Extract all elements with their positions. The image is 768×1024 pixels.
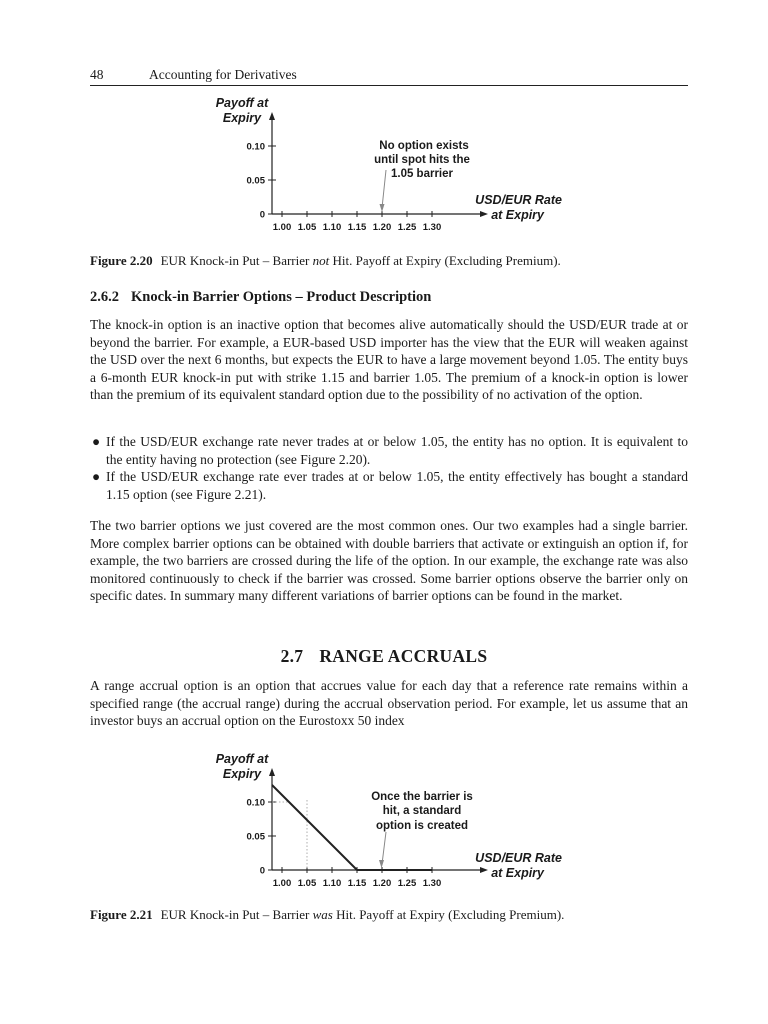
bullet-icon: ● [92, 469, 101, 485]
x-axis-arrowhead [480, 867, 488, 873]
chart-annotation [371, 791, 473, 868]
y-axis-label-line2: Expiry [222, 767, 262, 781]
annotation-line1: No option exists [379, 140, 469, 152]
section-heading-2-6-2 [90, 289, 431, 306]
y-tick-label: 0.10 [246, 141, 265, 153]
figure-2-20-caption [90, 253, 561, 269]
x-tick-label: 1.00 [272, 222, 292, 233]
annotation-arrowhead [380, 204, 385, 212]
section-title: Knock-in Barrier Options – Product Description [131, 289, 432, 305]
y-axis-label-line1: Payoff at [215, 752, 269, 766]
x-tick-label: 1.05 [297, 222, 317, 233]
paragraph-knock-in: The knock-in option is an inactive option that becomes alive automatically should the USD/EUR trade at or beyond the barrier. For example, a EUR-based USD importer has the view that the EUR will weaken against the USD over the next 6 months, but expects the EUR to have a large movement beyond 1.05. The entity buys a 6-month EUR knock-in put with strike 1.15 and barrier 1.05. The premium of a knock-in option is lower than the premium of its equivalent standard option due to the possibility of no activation of the option. [90, 317, 688, 403]
x-axis-arrowhead [480, 211, 488, 217]
annotation-line3: 1.05 barrier [390, 168, 454, 180]
page-number: 48 [90, 67, 104, 82]
annotation-pointer [382, 170, 386, 208]
bullet-list [90, 433, 688, 503]
chart-annotation [374, 140, 470, 212]
list-item [90, 433, 688, 468]
caption-number: Figure 2.20 [90, 253, 153, 268]
caption-text: EUR Knock-in Put – Barrier [160, 253, 313, 268]
y-tick-label: 0.05 [246, 831, 265, 843]
annotation-pointer [382, 832, 386, 864]
y-axis-label-line2: Expiry [222, 111, 262, 125]
paragraph-barrier-summary: The two barrier options we just covered are the most common ones. Our two examples had a single barrier. More complex barrier options can be obtained with double barriers that activate or extinguish an option if, for example, the two barriers are crossed during the life of the option. In our example, the exchange rate was also monitored continuously to check if the barrier was crossed. Some barrier options observe the barrier only on specific dates. In summary many different variations of barrier options can be found in the market. [90, 518, 688, 604]
x-axis-label-line1: USD/EUR Rate [475, 851, 562, 865]
section-number: 2.7 [280, 646, 304, 666]
x-tick-label: 1.25 [397, 222, 417, 233]
x-tick-label: 1.20 [372, 222, 392, 233]
y-tick-label: 0 [259, 865, 265, 877]
x-tick-label: 1.10 [322, 878, 342, 889]
caption-text: EUR Knock-in Put – Barrier [160, 907, 313, 922]
y-axis-arrowhead [269, 112, 275, 120]
bullet-icon: ● [92, 434, 101, 449]
x-tick-label: 1.25 [397, 878, 417, 889]
x-tick-label: 1.20 [372, 878, 392, 889]
list-item-text: If the USD/EUR exchange rate ever trades at or below 1.05, the entity effectively has bought a standard 1.15 option (see Figure 2.21). [106, 469, 688, 502]
x-tick-label: 1.15 [347, 222, 367, 233]
x-tick-label: 1.30 [422, 878, 442, 889]
y-tick-label: 0 [259, 209, 265, 221]
figure-2-20-chart [200, 92, 600, 242]
section-heading-2-7 [0, 646, 768, 667]
caption-text-end: Hit. Payoff at Expiry (Excluding Premium). [329, 253, 561, 268]
paragraph-range-accrual: A range accrual option is an option that accrues value for each day that a reference rate remains within a specified range (the accrual range) during the accrual observation period. For example, let us assume that an investor buys an accrual option on the Eurostoxx 50 index [90, 678, 688, 729]
caption-emphasis: was [312, 907, 333, 922]
x-tick-label: 1.30 [422, 222, 442, 233]
annotation-line3: option is created [375, 820, 469, 832]
annotation-line2: hit, a standard [382, 805, 462, 817]
running-header [90, 67, 688, 86]
caption-number: Figure 2.21 [90, 907, 153, 922]
x-axis-label-line1: USD/EUR Rate [475, 193, 562, 207]
list-item [90, 468, 688, 503]
caption-emphasis: not [312, 253, 330, 268]
book-title: Accounting for Derivatives [149, 67, 297, 82]
x-tick-label: 1.05 [297, 878, 317, 889]
y-tick-label: 0.10 [246, 797, 265, 809]
figure-2-20 [200, 92, 600, 242]
annotation-line2: until spot hits the [374, 154, 470, 166]
annotation-line1: Once the barrier is [371, 791, 473, 803]
annotation-arrowhead [379, 860, 384, 868]
section-title: RANGE ACCRUALS [319, 646, 488, 666]
x-tick-label: 1.15 [347, 878, 367, 889]
x-tick-label: 1.10 [322, 222, 342, 233]
figure-2-21-chart [200, 748, 600, 898]
x-axis-label-line2: at Expiry [491, 866, 544, 880]
caption-text-end: Hit. Payoff at Expiry (Excluding Premium). [332, 907, 565, 922]
y-axis-label-line1: Payoff at [215, 96, 269, 110]
y-tick-label: 0.05 [246, 175, 265, 187]
y-axis-arrowhead [269, 768, 275, 776]
x-tick-label: 1.00 [272, 878, 292, 889]
section-number: 2.6.2 [90, 289, 119, 305]
x-axis-label-line2: at Expiry [491, 208, 544, 222]
list-item-text: If the USD/EUR exchange rate never trades at or below 1.05, the entity has no option. It is equivalent to the entity having no protection (see Figure 2.20). [106, 434, 688, 467]
figure-2-21 [200, 748, 600, 898]
figure-2-21-caption [90, 907, 564, 923]
